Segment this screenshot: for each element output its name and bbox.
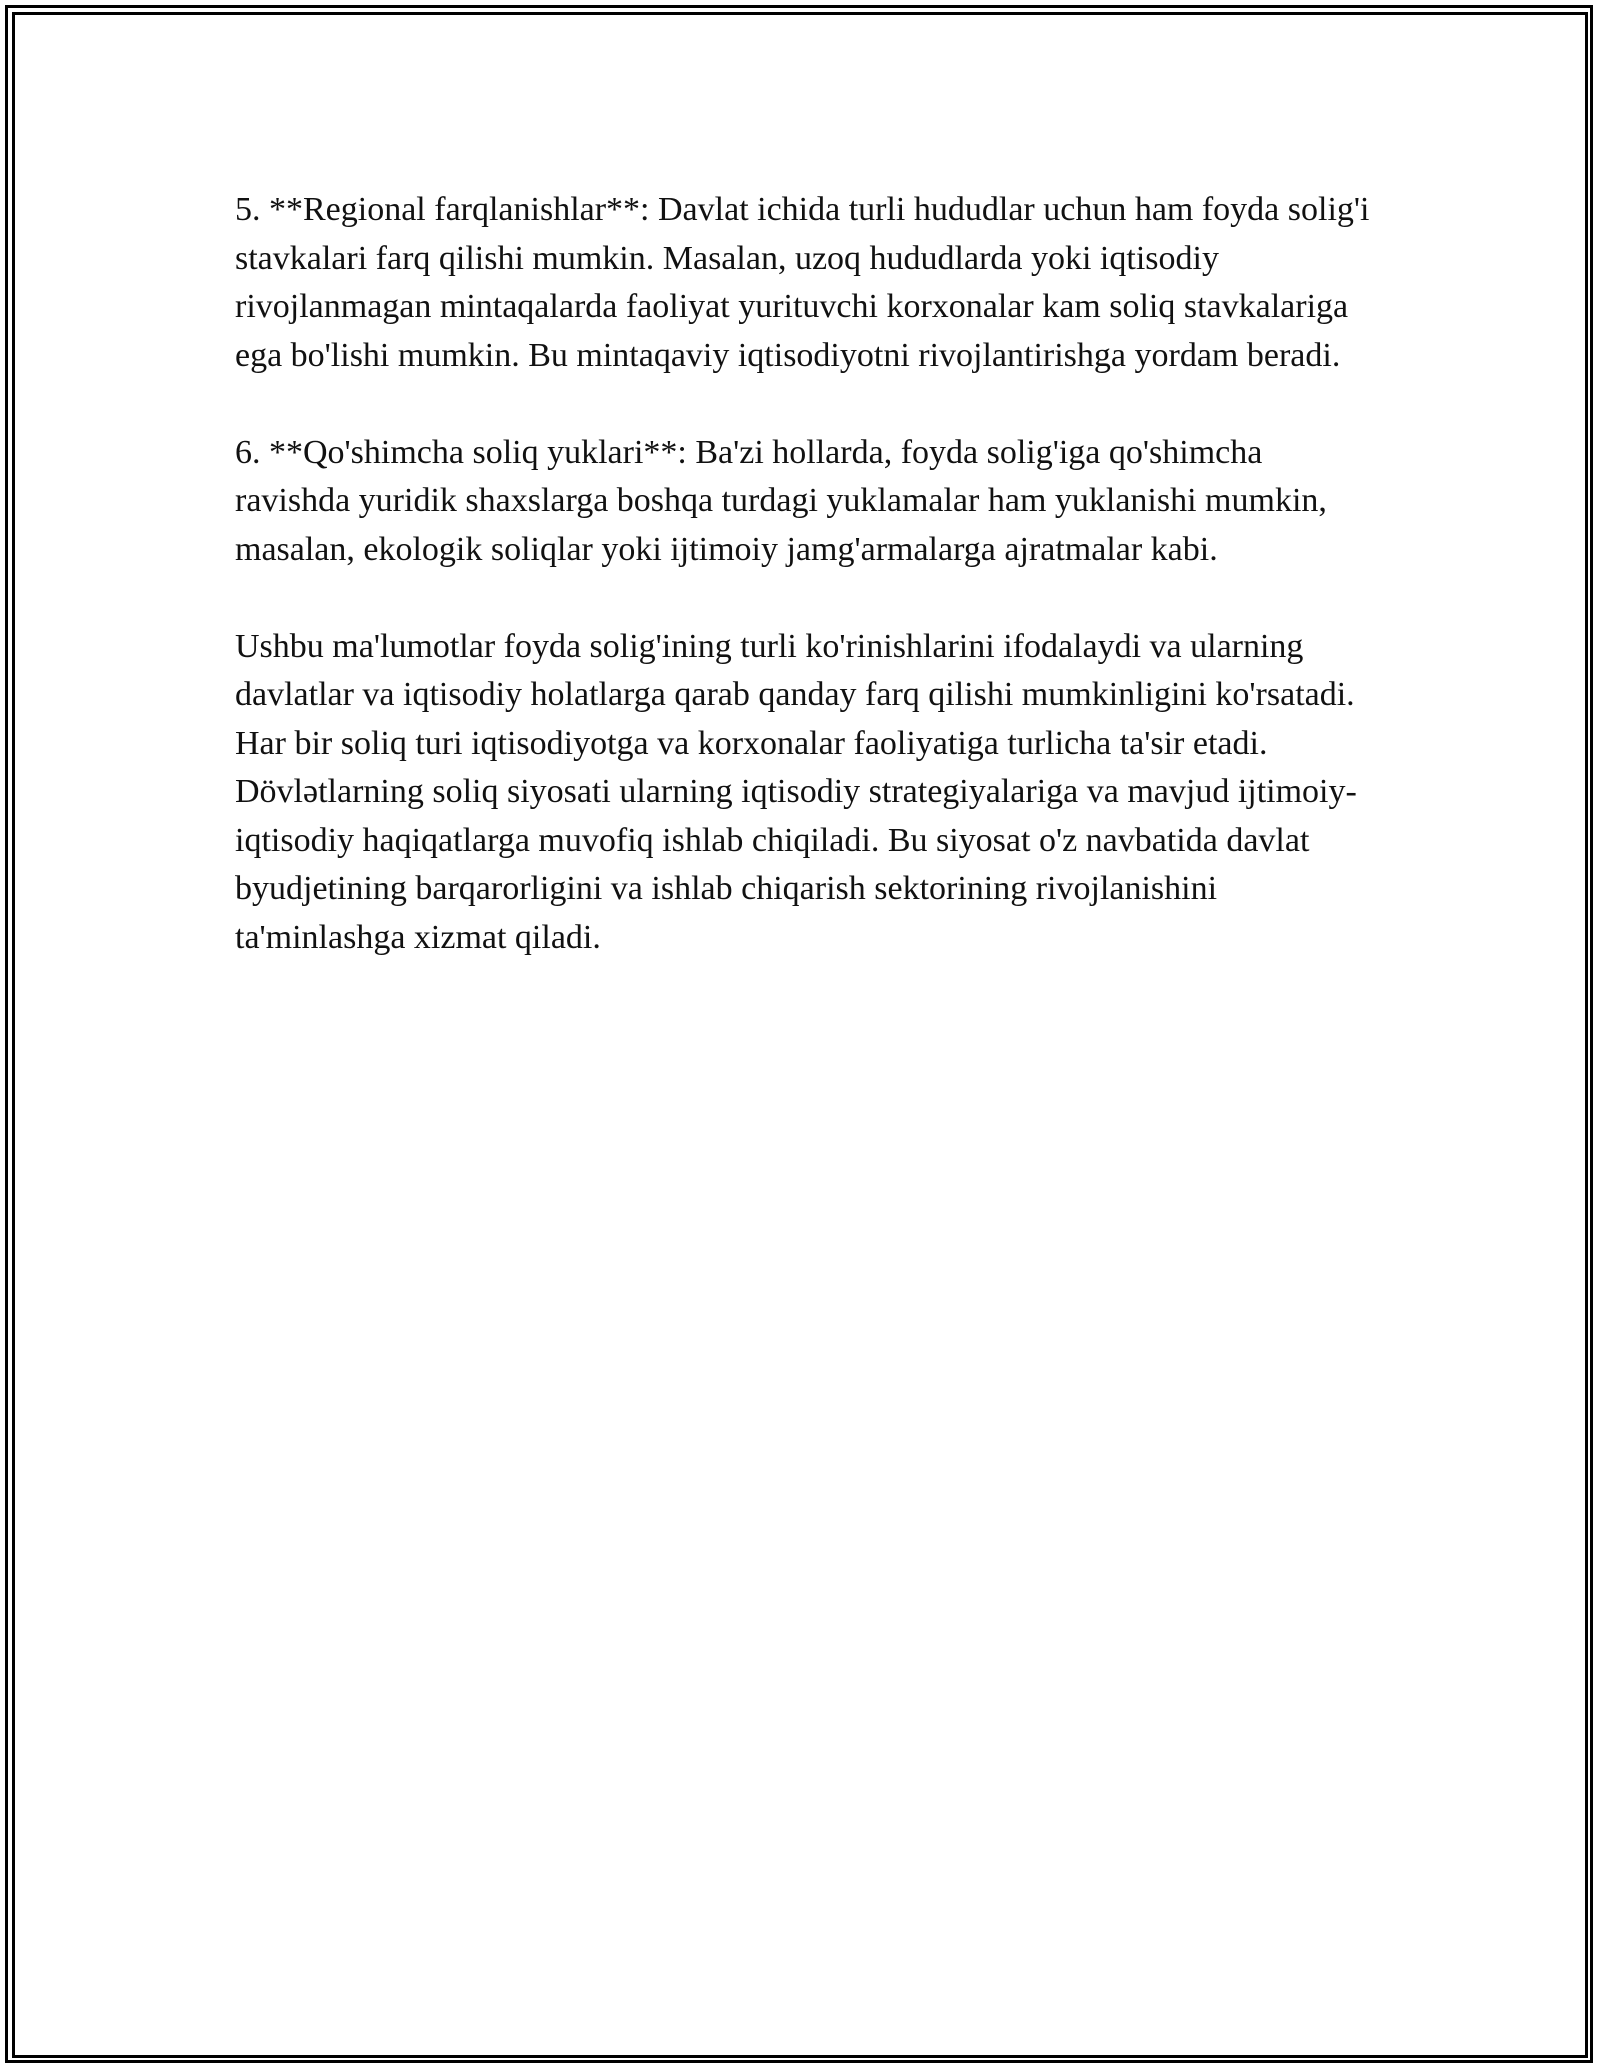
document-body — [235, 186, 1370, 1011]
paragraph-additional-tax-burdens: 6. **Qo'shimcha soliq yuklari**: Ba'zi hollarda, foyda solig'iga qo'shimcha ravishda yuridik shaxslarga boshqa turdagi yuklamalar ham yuklanishi mumkin, masalan, ekologik soliqlar yoki ijtimoiy jamg'armalarga ajratmalar kabi. — [235, 433, 1327, 568]
paragraph-regional-differences: 5. **Regional farqlanishlar**: Davlat ichida turli hududlar uchun ham foyda solig'i stavkalari farq qilishi mumkin. Masalan, uzoq hududlarda yoki iqtisodiy rivojlanmagan mintaqalarda faoliyat yurituvchi korxonalar kam soliq stavkalariga ega bo'lishi mumkin. Bu mintaqaviy iqtisodiyotni rivojlantirishga yordam beradi. — [235, 191, 1370, 374]
paragraph-summary: Ushbu ma'lumotlar foyda solig'ining turli ko'rinishlarini ifodalaydi va ularning davlatlar va iqtisodiy holatlarga qarab qanday farq qilishi mumkinligini ko'rsatadi. Har bir soliq turi iqtisodiyotga va korxonalar faoliyatiga turlicha ta'sir etadi. Dövlətlarning soliq siyosati ularning iqtisodiy strategiyalariga va mavjud ijtimoiy-iqtisodiy haqiqatlarga muvofiq ishlab chiqiladi. Bu siyosat o'z navbatida davlat byudjetining barqarorligini va ishlab chiqarish sektorining rivojlanishini ta'minlashga xizmat qiladi. — [235, 627, 1357, 956]
